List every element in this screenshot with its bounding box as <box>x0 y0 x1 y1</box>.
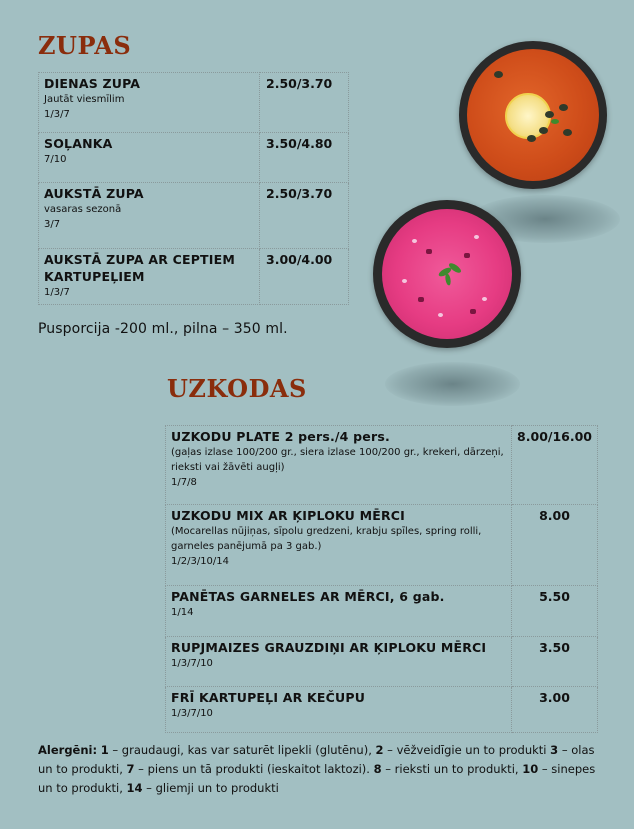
snacks-section-title: UZKODAS <box>167 374 307 403</box>
item-name: FRĪ KARTUPEĻI AR KEČUPU <box>171 690 366 705</box>
menu-item-row <box>166 505 598 586</box>
soups-menu-table <box>38 72 349 305</box>
allergens-label: Alergēni: <box>38 743 98 757</box>
allergen-text: – vēžveidīgie un to produkti <box>383 743 551 757</box>
allergen-text: – gliemji un to produkti <box>142 781 279 795</box>
item-allergen-codes: 1/3/7 <box>44 287 70 298</box>
allergen-number: 3 <box>550 743 559 757</box>
item-allergen-codes: 1/3/7/10 <box>171 708 213 719</box>
menu-item-row <box>166 687 598 733</box>
item-price: 3.00 <box>539 690 570 705</box>
pink-cold-soup <box>382 209 512 339</box>
menu-item-row <box>166 586 598 637</box>
menu-item-row <box>166 426 598 505</box>
snacks-menu-table <box>165 425 598 733</box>
item-price: 5.50 <box>539 589 570 604</box>
item-description: (gaļas izlase 100/200 gr., siera izlase 100/200 gr., krekeri, dārzeņi, rieksti vai žāvēti augļi) <box>171 447 504 473</box>
item-name: UZKODU MIX AR ĶIPLOKU MĒRCI <box>171 508 406 523</box>
item-name: UZKODU PLATE 2 pers./4 pers. <box>171 429 390 444</box>
soups-section-title: ZUPAS <box>38 31 132 60</box>
menu-item-row <box>39 133 349 183</box>
orange-soup <box>467 49 599 181</box>
menu-item-row <box>39 183 349 249</box>
allergen-text: – olas un to produkti, <box>38 743 595 776</box>
item-name: DIENAS ZUPA <box>44 76 141 91</box>
menu-item-row <box>39 249 349 305</box>
item-allergen-codes: 3/7 <box>44 219 61 230</box>
item-price: 2.50/3.70 <box>266 186 333 201</box>
item-allergen-codes: 1/7/8 <box>171 477 197 488</box>
item-price: 2.50/3.70 <box>266 76 333 91</box>
item-name: RUPJMAIZES GRAUZDIŅI AR ĶIPLOKU MĒRCI <box>171 640 487 655</box>
item-allergen-codes: 1/14 <box>171 607 194 618</box>
allergen-number: 8 <box>373 762 382 776</box>
item-allergen-codes: 1/2/3/10/14 <box>171 556 230 567</box>
portion-note: Pusporcija -200 ml., pilna – 350 ml. <box>38 321 288 337</box>
allergen-number: 7 <box>126 762 135 776</box>
item-description: (Mocarellas nūjiņas, sīpolu gredzeni, krabju spīles, spring rolli, garneles panējumā pa 3 gab.) <box>171 526 482 552</box>
menu-item-row <box>166 637 598 687</box>
item-allergen-codes: 1/3/7 <box>44 109 70 120</box>
allergen-number: 1 <box>100 743 109 757</box>
allergens-note <box>38 741 598 798</box>
item-allergen-codes: 1/3/7/10 <box>171 658 213 669</box>
pink-cold-soup-bowl-image <box>373 200 521 348</box>
item-name: SOĻANKA <box>44 136 113 151</box>
allergen-text: – graudaugi, kas var saturēt lipekli (glutēnu), <box>108 743 376 757</box>
item-allergen-codes: 7/10 <box>44 154 67 165</box>
item-price: 3.00/4.00 <box>266 252 333 267</box>
allergen-text: – sinepes un to produkti, <box>38 762 596 795</box>
allergen-number: 10 <box>522 762 539 776</box>
item-name: PANĒTAS GARNELES AR MĒRCI, 6 gab. <box>171 589 445 604</box>
allergen-text: – piens un tā produkti (ieskaitot laktozi). <box>134 762 374 776</box>
item-price: 3.50 <box>539 640 570 655</box>
item-price: 3.50/4.80 <box>266 136 333 151</box>
allergen-number: 2 <box>375 743 384 757</box>
allergen-number: 14 <box>126 781 143 795</box>
item-description: Jautāt viesmīlim <box>44 94 125 105</box>
orange-soup-bowl-image <box>459 41 607 189</box>
item-name: AUKSTĀ ZUPA <box>44 186 144 201</box>
allergen-text: – rieksti un to produkti, <box>381 762 523 776</box>
item-price: 8.00 <box>539 508 570 523</box>
item-description: vasaras sezonā <box>44 204 122 215</box>
bowl-shadow <box>385 362 520 406</box>
menu-item-row <box>39 73 349 133</box>
item-price: 8.00/16.00 <box>517 429 592 444</box>
item-name: AUKSTĀ ZUPA AR CEPTIEM KARTUPEĻIEM <box>44 252 236 284</box>
